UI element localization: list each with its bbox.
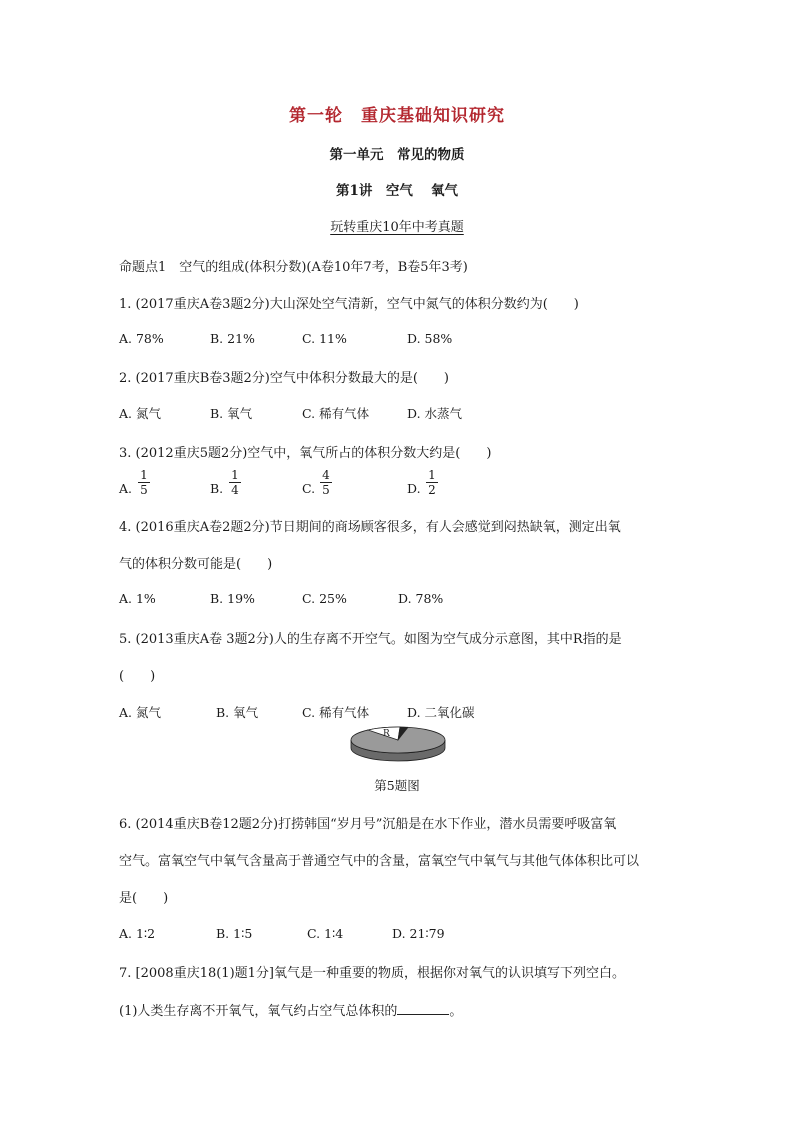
- figure-caption: 第5题图: [374, 778, 420, 793]
- question-4-stem-line-1: 4. (2016重庆A卷2题2分)节日期间的商场顾客很多，有人会感觉到闷热缺氧，测定出氧: [119, 520, 621, 535]
- question-5-stem-line-2: ( ): [119, 669, 156, 684]
- fraction-numerator: 1: [426, 468, 438, 483]
- question-6-option-a: A. 1∶2: [119, 926, 156, 941]
- question-4-option-c: C. 25%: [302, 591, 347, 606]
- answer-blank[interactable]: [397, 1002, 449, 1015]
- question-6-option-b: B. 1∶5: [216, 926, 253, 941]
- question-2-option-c: C. 稀有气体: [302, 406, 370, 421]
- question-3-option-b-fraction: [229, 468, 241, 497]
- document-title: 第一轮 重庆基础知识研究: [289, 106, 505, 126]
- question-4-stem-line-2: 气的体积分数可能是( ): [119, 557, 273, 572]
- question-3-option-c-fraction: [320, 468, 332, 497]
- fraction-numerator: 4: [320, 468, 332, 483]
- fraction-denominator: 5: [140, 483, 148, 497]
- question-2-stem: 2. (2017重庆B卷3题2分)空气中体积分数最大的是( ): [119, 371, 450, 386]
- question-4-option-b: B. 19%: [210, 591, 255, 606]
- section-heading-text: 玩转重庆10年中考真题: [330, 220, 464, 235]
- question-4-option-d: D. 78%: [398, 591, 444, 606]
- question-1-option-d: D. 58%: [407, 331, 453, 346]
- pie-label-r: R: [383, 729, 390, 739]
- question-6-option-d: D. 21∶79: [392, 926, 445, 941]
- question-3-option-a-fraction: [138, 468, 150, 497]
- fraction-denominator: 4: [231, 483, 239, 497]
- fraction-denominator: 5: [322, 483, 330, 497]
- question-6-option-c: C. 1∶4: [307, 926, 344, 941]
- section-heading: [0, 216, 794, 235]
- question-3-option-a-label: A.: [119, 481, 133, 496]
- question-5-option-d: D. 二氧化碳: [407, 705, 475, 720]
- question-3-stem: 3. (2012重庆5题2分)空气中，氧气所占的体积分数大约是( ): [119, 446, 492, 461]
- question-5-option-b: B. 氧气: [216, 705, 259, 720]
- air-composition-pie-figure: [348, 726, 448, 766]
- question-3-option-c-label: C.: [302, 481, 316, 496]
- question-2-option-a: A. 氮气: [119, 406, 161, 421]
- question-6-stem-line-1: 6. (2014重庆B卷12题2分)打捞韩国“岁月号”沉船是在水下作业，潜水员需要呼吸富氧: [119, 817, 617, 832]
- question-5-option-a: A. 氮气: [119, 705, 161, 720]
- question-6-stem-line-3: 是( ): [119, 891, 169, 906]
- question-7-sub-1-text: (1)人类生存离不开氧气，氧气约占空气总体积的: [119, 1004, 398, 1019]
- question-7-sub-1: [119, 1000, 462, 1019]
- question-3-option-d-label: D.: [407, 481, 421, 496]
- question-1-option-b: B. 21%: [210, 331, 255, 346]
- fraction-numerator: 1: [138, 468, 150, 483]
- unit-heading: 第一单元 常见的物质: [329, 147, 465, 163]
- question-1-option-a: A. 78%: [119, 331, 164, 346]
- question-2-option-b: B. 氧气: [210, 406, 253, 421]
- question-6-stem-line-2: 空气。富氧空气中氧气含量高于普通空气中的含量，富氧空气中氧气与其他气体体积比可以: [119, 854, 640, 869]
- question-7-stem: 7. [2008重庆18(1)题1分]氧气是一种重要的物质，根据你对氧气的认识填写下列空白。: [119, 966, 625, 981]
- question-5-option-c: C. 稀有气体: [302, 705, 370, 720]
- question-4-option-a: A. 1%: [119, 591, 156, 606]
- fraction-denominator: 2: [428, 483, 436, 497]
- question-2-option-d: D. 水蒸气: [407, 406, 463, 421]
- fraction-numerator: 1: [229, 468, 241, 483]
- question-1-option-c: C. 11%: [302, 331, 347, 346]
- question-5-stem-line-1: 5. (2013重庆A卷 3题2分)人的生存离不开空气。如图为空气成分示意图，其中R指的是: [119, 632, 622, 647]
- question-3-option-d-fraction: [426, 468, 438, 497]
- topic-heading: 命题点1 空气的组成(体积分数)(A卷10年7考，B卷5年3考): [119, 260, 468, 275]
- question-1-stem: 1. (2017重庆A卷3题2分)大山深处空气清新，空气中氮气的体积分数约为( ): [119, 297, 579, 312]
- lesson-heading: 第1讲 空气 氧气: [335, 183, 459, 199]
- question-3-option-b-label: B.: [210, 481, 224, 496]
- question-7-sub-1-period: 。: [449, 1004, 463, 1019]
